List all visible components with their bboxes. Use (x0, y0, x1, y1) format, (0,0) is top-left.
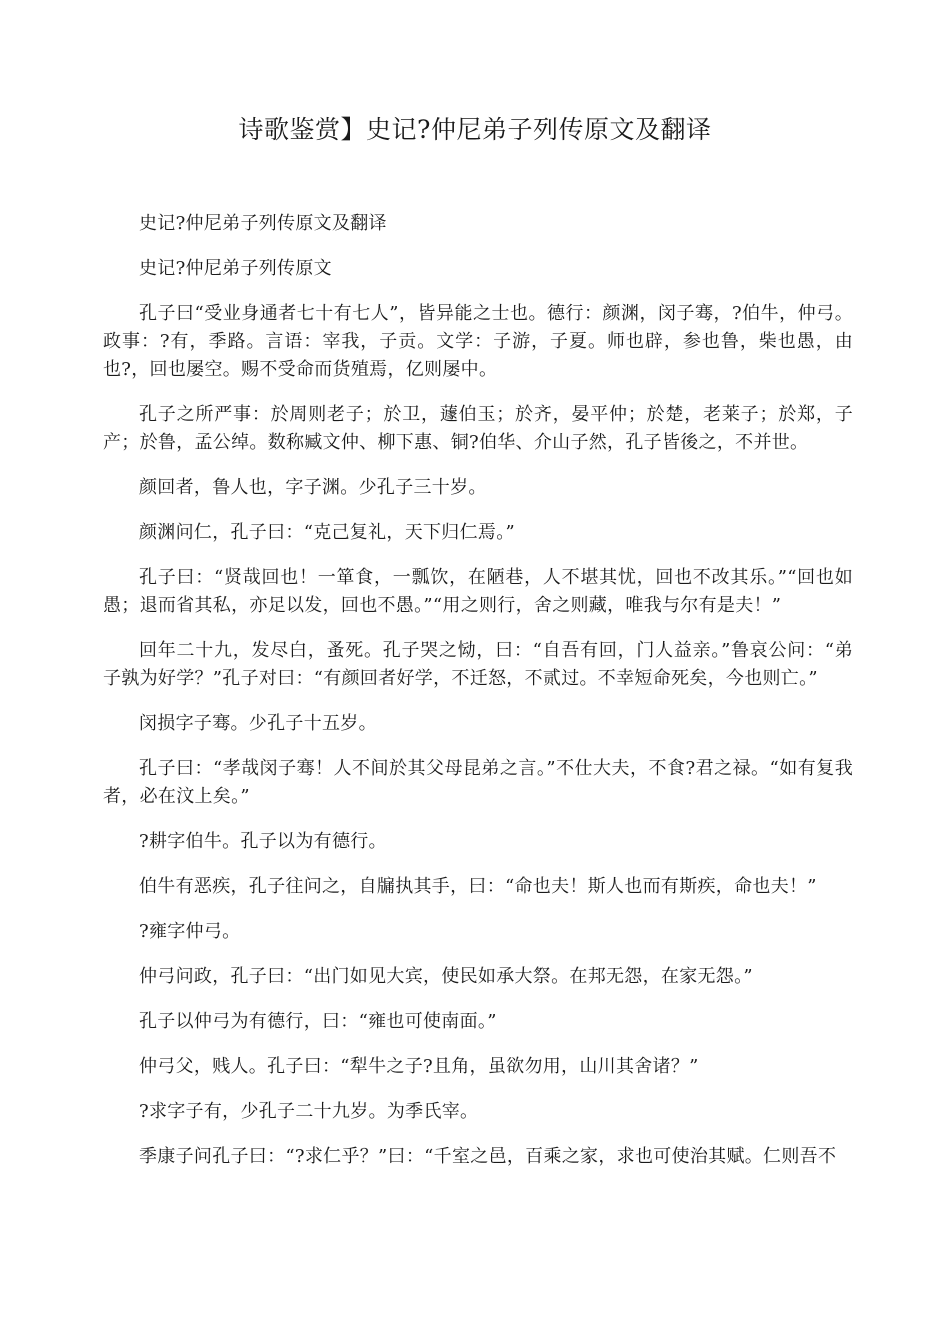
paragraph: 孔子之所严事：於周则老子；於卫，蘧伯玉；於齐，晏平仲；於楚，老莱子；於郑，子产；於鲁，孟公绰。数称臧文仲、柳下惠、铜?伯华、介山子然，孔子皆後之，不并世。 (103, 404, 853, 453)
document-body (103, 210, 853, 1188)
paragraph-subtitle: 史记?仲尼弟子列传原文及翻译 (139, 213, 387, 234)
document-title: 诗歌鉴赏】史记?仲尼弟子列传原文及翻译 (238, 115, 712, 144)
paragraph: 仲弓父，贱人。孔子曰：“犁牛之子?且角，虽欲勿用，山川其舍诸？” (139, 1056, 699, 1077)
paragraph: 回年二十九，发尽白，蚤死。孔子哭之恸，曰：“自吾有回，门人益亲。”鲁哀公问：“弟子孰为好学？”孔子对曰：“有颜回者好学，不迁怒，不贰过。不幸短命死矣，今也则亡。” (103, 640, 853, 689)
paragraph: ?求字子有，少孔子二十九岁。为季氏宰。 (139, 1101, 479, 1122)
paragraph: 孔子曰“受业身通者七十有七人”，皆异能之士也。德行：颜渊，闵子骞，?伯牛，仲弓。政事：?有，季路。言语：宰我，子贡。文学：子游，子夏。师也辟，参也鲁，柴也愚，由也?，回也屡空。赐不受命而货殖焉，亿则屡中。 (103, 303, 853, 380)
paragraph-section-heading: 史记?仲尼弟子列传原文 (139, 258, 332, 279)
paragraph: 孔子曰：“贤哉回也！一箪食，一瓢饮，在陋巷，人不堪其忧，回也不改其乐。”“回也如愚；退而省其私，亦足以发，回也不愚。”“用之则行，舍之则藏，唯我与尔有是夫！” (103, 567, 853, 616)
paragraph: 季康子问孔子曰：“?求仁乎？”曰：“千室之邑，百乘之家，求也可使治其赋。仁则吾不 (139, 1146, 837, 1167)
paragraph: 孔子以仲弓为有德行，曰：“雍也可使南面。” (139, 1011, 497, 1032)
paragraph: 孔子曰：“孝哉闵子骞！人不间於其父母昆弟之言。”不仕大夫，不食?君之禄。“如有复我者，必在汶上矣。” (103, 758, 853, 807)
paragraph: 颜回者，鲁人也，字子渊。少孔子三十岁。 (139, 477, 487, 498)
paragraph: 颜渊问仁，孔子曰：“克己复礼，天下归仁焉。” (139, 522, 516, 543)
paragraph: 闵损字子骞。少孔子十五岁。 (139, 713, 377, 734)
paragraph: 仲弓问政，孔子曰：“出门如见大宾，使民如承大祭。在邦无怨，在家无怨。” (139, 966, 753, 987)
paragraph: ?雍字仲弓。 (139, 921, 241, 942)
paragraph: ?耕字伯牛。孔子以为有德行。 (139, 831, 387, 852)
paragraph: 伯牛有恶疾，孔子往问之，自牖执其手，曰：“命也夫！斯人也而有斯疾，命也夫！” (139, 876, 817, 897)
